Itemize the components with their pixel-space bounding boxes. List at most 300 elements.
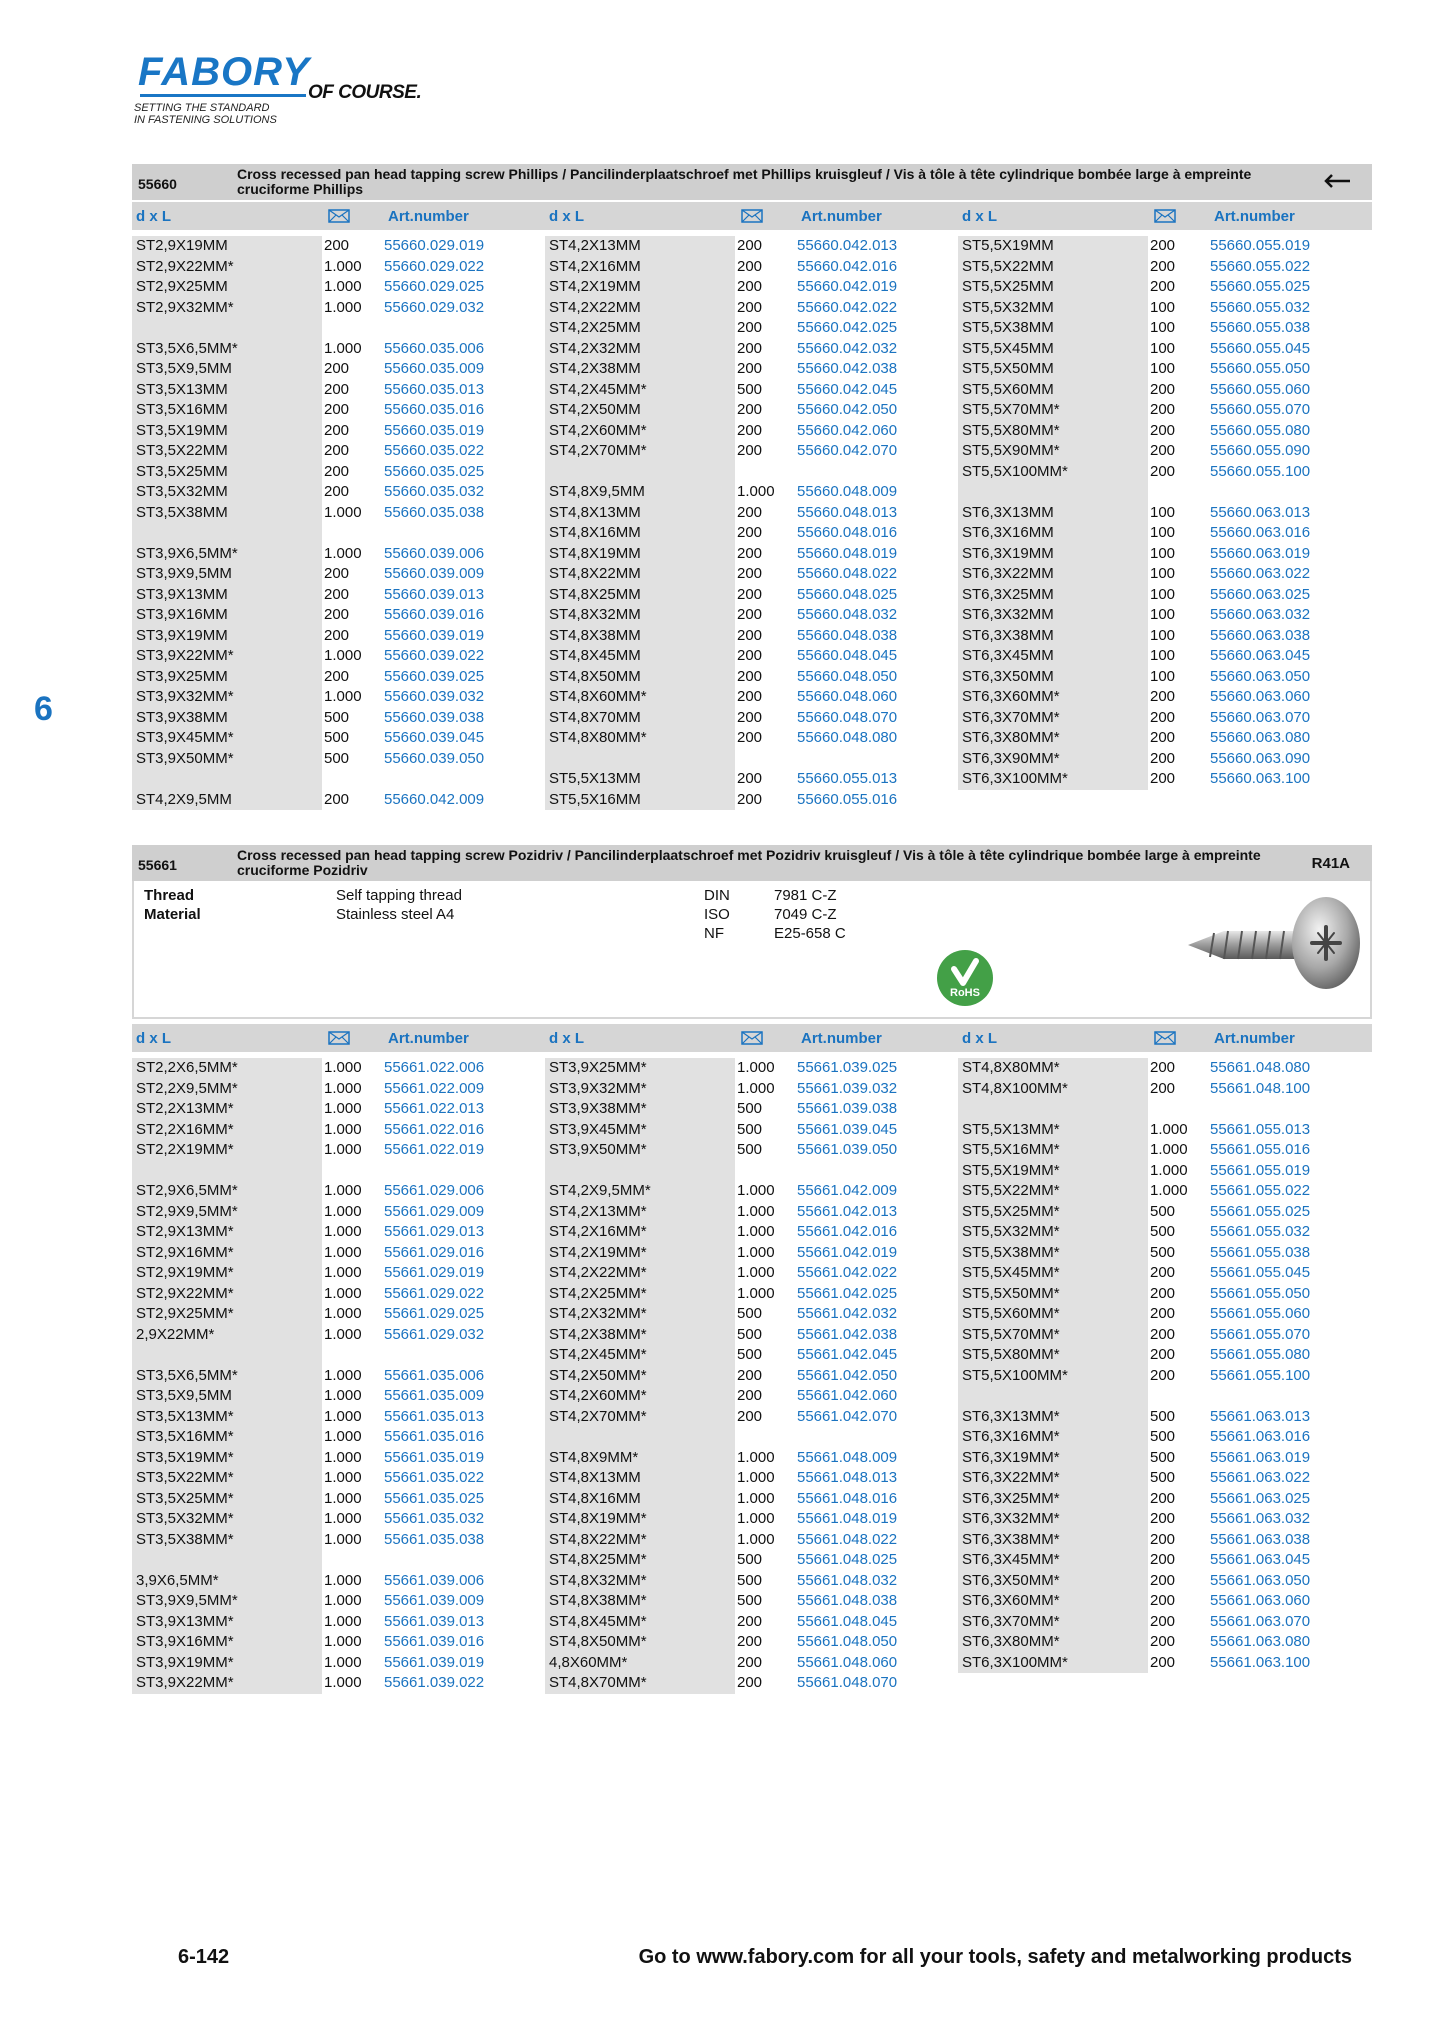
envelope-icon — [741, 1031, 763, 1045]
art-number-link[interactable]: 55661.063.032 — [1210, 1510, 1311, 1527]
size-cell: ST2,9X32MM* — [132, 298, 322, 319]
art-number-link[interactable]: 55661.042.009 — [797, 1182, 898, 1199]
art-number-link[interactable]: 55660.039.032 — [384, 688, 485, 705]
art-number-link[interactable]: 55660.048.009 — [797, 483, 898, 500]
size-cell: ST3,9X32MM* — [545, 1079, 735, 1100]
art-number-link[interactable]: 55661.029.009 — [384, 1202, 485, 1220]
art-number-link[interactable]: 55660.055.016 — [797, 790, 898, 808]
art-number-link[interactable]: 55661.048.019 — [797, 1510, 898, 1527]
art-number-link[interactable]: 55661.048.009 — [797, 1448, 898, 1466]
rohs-badge — [936, 949, 994, 1007]
quantity-cell: 500 — [1150, 1223, 1176, 1240]
art-number-link[interactable]: 55660.048.060 — [797, 688, 898, 705]
art-number-link[interactable]: 55660.055.070 — [1210, 401, 1311, 418]
size-cell: ST3,5X38MM* — [132, 1530, 322, 1551]
art-number-link[interactable]: 55660.039.006 — [384, 544, 485, 562]
art-number-link[interactable]: 55661.035.032 — [384, 1510, 485, 1527]
art-number-link[interactable]: 55660.048.045 — [797, 647, 898, 664]
quantity-cell: 1.000 — [324, 257, 362, 275]
quantity-cell: 200 — [1150, 1325, 1176, 1343]
size-cell: ST6,3X13MM — [958, 503, 1148, 524]
size-cell: ST5,5X90MM* — [958, 441, 1148, 462]
art-number-link[interactable]: 55660.039.045 — [384, 729, 485, 746]
size-cell: ST6,3X16MM — [958, 523, 1148, 544]
art-number-link[interactable]: 55660.039.022 — [384, 647, 485, 664]
art-number-link[interactable]: 55660.055.060 — [1210, 380, 1311, 398]
art-number-link[interactable]: 55661.029.013 — [384, 1223, 485, 1240]
art-number-link[interactable]: 55661.063.025 — [1210, 1489, 1311, 1507]
art-number-link[interactable]: 55660.035.032 — [384, 483, 485, 500]
art-number-link[interactable]: 55660.055.022 — [1210, 257, 1311, 275]
art-number-link[interactable]: 55661.055.050 — [1210, 1284, 1311, 1302]
quantity-cell: 1.000 — [1150, 1161, 1188, 1179]
size-cell: ST4,2X22MM — [545, 298, 735, 319]
art-number-link[interactable]: 55661.048.013 — [797, 1469, 898, 1486]
quantity-cell: 200 — [737, 339, 763, 357]
art-number-link[interactable]: 55661.022.013 — [384, 1100, 485, 1117]
quantity-cell: 200 — [1150, 442, 1176, 459]
art-number-link[interactable]: 55660.055.050 — [1210, 360, 1311, 377]
art-number-link[interactable]: 55661.029.025 — [384, 1305, 485, 1322]
size-cell: ST4,8X25MM — [545, 585, 735, 606]
art-number-link[interactable]: 55661.029.022 — [384, 1284, 485, 1302]
art-number-link[interactable]: 55660.055.090 — [1210, 442, 1311, 459]
art-number-link[interactable]: 55660.055.100 — [1210, 462, 1311, 480]
art-number-link[interactable]: 55660.063.050 — [1210, 667, 1311, 685]
size-cell: ST5,5X25MM* — [958, 1202, 1148, 1223]
art-number-link[interactable]: 55660.039.038 — [384, 708, 485, 726]
quantity-cell: 200 — [324, 360, 350, 377]
art-number-link[interactable]: 55661.063.070 — [1210, 1612, 1311, 1630]
size-cell: ST2,9X19MM — [132, 236, 322, 257]
art-number-link[interactable]: 55660.035.006 — [384, 339, 485, 357]
art-number-link[interactable]: 55661.042.032 — [797, 1305, 898, 1322]
art-number-link[interactable]: 55661.042.070 — [797, 1407, 898, 1425]
quantity-cell: 1.000 — [737, 1530, 775, 1548]
art-number-link[interactable]: 55660.042.019 — [797, 278, 898, 295]
size-cell: ST2,9X9,5MM* — [132, 1202, 322, 1223]
art-number-link[interactable]: 55660.039.013 — [384, 585, 485, 603]
size-cell: ST4,2X50MM — [545, 400, 735, 421]
quantity-cell: 200 — [1150, 462, 1176, 480]
art-number-link[interactable]: 55661.042.038 — [797, 1325, 898, 1343]
art-number-link[interactable]: 55661.048.016 — [797, 1489, 898, 1507]
art-number-link[interactable]: 55661.039.032 — [797, 1079, 898, 1097]
art-number-link[interactable]: 55660.042.009 — [384, 790, 485, 808]
size-cell: ST4,2X70MM* — [545, 1407, 735, 1428]
art-number-link[interactable]: 55660.035.022 — [384, 442, 485, 459]
art-number-link[interactable]: 55661.048.025 — [797, 1551, 898, 1568]
art-number-link[interactable]: 55660.039.050 — [384, 749, 485, 767]
art-number-link[interactable]: 55660.042.045 — [797, 380, 898, 398]
quantity-cell: 1.000 — [324, 1510, 362, 1527]
quantity-cell: 200 — [737, 442, 763, 459]
art-number-link[interactable]: 55660.048.013 — [797, 503, 898, 521]
art-number-link[interactable]: 55660.035.009 — [384, 360, 485, 377]
art-number-link[interactable]: 55660.055.038 — [1210, 319, 1311, 336]
section-code: 55661 — [138, 857, 177, 873]
art-number-link[interactable]: 55661.042.022 — [797, 1264, 898, 1281]
size-cell: ST5,5X16MM* — [958, 1140, 1148, 1161]
size-cell: ST4,2X16MM — [545, 257, 735, 278]
quantity-cell: 200 — [737, 585, 763, 603]
size-cell: ST3,9X9,5MM* — [132, 1591, 322, 1612]
quantity-cell: 200 — [737, 278, 763, 295]
quantity-cell: 200 — [1150, 401, 1176, 418]
art-number-link[interactable]: 55660.042.038 — [797, 360, 898, 377]
size-cell: ST2,2X9,5MM* — [132, 1079, 322, 1100]
section-title: Cross recessed pan head tapping screw Phillips / Pancilinderplaatschroef met Phillips kruisgleuf / Vis à tôle à tête cylindrique bombée large à empreinte cruciforme Phillips — [237, 166, 1252, 197]
size-cell: ST5,5X22MM* — [958, 1181, 1148, 1202]
quantity-cell: 200 — [1150, 1366, 1176, 1384]
size-cell: ST6,3X50MM — [958, 667, 1148, 688]
art-number-link[interactable]: 55660.048.070 — [797, 708, 898, 726]
art-number-link[interactable]: 55661.022.009 — [384, 1079, 485, 1097]
quantity-cell: 200 — [1150, 1305, 1176, 1322]
size-cell: ST3,9X50MM* — [132, 749, 322, 770]
art-number-link[interactable]: 55661.035.038 — [384, 1530, 485, 1548]
quantity-cell: 200 — [737, 606, 763, 623]
size-cell — [545, 462, 735, 483]
quantity-cell: 200 — [737, 524, 763, 541]
art-number-link[interactable]: 55661.039.013 — [384, 1612, 485, 1630]
art-number-link[interactable]: 55661.039.022 — [384, 1674, 485, 1691]
header-art-number: Art.number — [1214, 208, 1295, 225]
size-cell — [132, 769, 322, 790]
art-number-link[interactable]: 55661.055.032 — [1210, 1223, 1311, 1240]
quantity-cell: 200 — [737, 1653, 763, 1671]
art-number-link[interactable]: 55661.039.050 — [797, 1141, 898, 1158]
logo-underline — [140, 94, 306, 97]
art-number-link[interactable]: 55661.048.050 — [797, 1633, 898, 1650]
art-number-link[interactable]: 55660.042.050 — [797, 401, 898, 418]
art-number-link[interactable]: 55661.039.038 — [797, 1100, 898, 1117]
art-number-link[interactable]: 55660.042.016 — [797, 257, 898, 275]
quantity-cell: 200 — [1150, 1633, 1176, 1650]
art-number-link[interactable]: 55660.048.019 — [797, 544, 898, 562]
art-number-link[interactable]: 55661.042.019 — [797, 1243, 898, 1261]
size-cell: ST5,5X32MM* — [958, 1222, 1148, 1243]
art-number-link[interactable]: 55660.063.032 — [1210, 606, 1311, 623]
art-number-link[interactable]: 55661.055.019 — [1210, 1161, 1311, 1179]
art-number-link[interactable]: 55660.063.013 — [1210, 503, 1311, 521]
art-number-link[interactable]: 55661.055.025 — [1210, 1202, 1311, 1220]
art-number-link[interactable]: 55660.039.009 — [384, 565, 485, 582]
art-number-link[interactable]: 55661.035.009 — [384, 1387, 485, 1404]
size-cell: ST4,8X25MM* — [545, 1550, 735, 1571]
size-cell: ST2,9X25MM — [132, 277, 322, 298]
size-cell: ST3,9X19MM* — [132, 1653, 322, 1674]
art-number-link[interactable]: 55660.042.013 — [797, 237, 898, 254]
quantity-cell: 200 — [737, 790, 763, 808]
quantity-cell: 1.000 — [324, 278, 362, 295]
art-number-link[interactable]: 55660.048.080 — [797, 729, 898, 746]
quantity-cell: 1.000 — [737, 1059, 775, 1076]
quantity-cell: 200 — [737, 1633, 763, 1650]
art-number-link[interactable]: 55660.055.032 — [1210, 298, 1311, 316]
size-cell: ST6,3X38MM* — [958, 1530, 1148, 1551]
quantity-cell: 1.000 — [324, 1305, 362, 1322]
art-number-link[interactable]: 55661.063.038 — [1210, 1530, 1311, 1548]
art-number-link[interactable]: 55661.029.032 — [384, 1325, 485, 1343]
envelope-icon — [741, 209, 763, 228]
size-cell — [958, 482, 1148, 503]
quantity-cell: 500 — [737, 1141, 763, 1158]
size-cell: ST4,2X45MM* — [545, 1345, 735, 1366]
art-number-link[interactable]: 55660.055.013 — [797, 770, 898, 787]
art-number-link[interactable]: 55661.048.060 — [797, 1653, 898, 1671]
art-number-link[interactable]: 55660.048.038 — [797, 626, 898, 644]
art-number-link[interactable]: 55660.063.016 — [1210, 524, 1311, 541]
art-number-link[interactable]: 55661.035.025 — [384, 1489, 485, 1507]
quantity-cell: 1.000 — [324, 339, 362, 357]
art-number-link[interactable]: 55660.048.022 — [797, 565, 898, 582]
art-number-link[interactable]: 55660.035.019 — [384, 421, 485, 439]
quantity-cell: 1.000 — [324, 1612, 362, 1630]
art-number-link[interactable]: 55660.042.032 — [797, 339, 898, 357]
art-number-link[interactable]: 55660.039.016 — [384, 606, 485, 623]
art-number-link[interactable]: 55660.029.022 — [384, 257, 485, 275]
standard-name: NF — [704, 925, 724, 942]
art-number-link[interactable]: 55661.048.045 — [797, 1612, 898, 1630]
quantity-cell: 200 — [1150, 237, 1176, 254]
quantity-cell: 200 — [1150, 1346, 1176, 1363]
art-number-link[interactable]: 55660.055.080 — [1210, 421, 1311, 439]
art-number-link[interactable]: 55661.022.006 — [384, 1059, 485, 1076]
art-number-link[interactable]: 55661.029.019 — [384, 1264, 485, 1281]
header-dxl: d x L — [136, 1030, 172, 1047]
art-number-link[interactable]: 55660.048.016 — [797, 524, 898, 541]
size-cell — [132, 1345, 322, 1366]
quantity-cell: 200 — [1150, 380, 1176, 398]
quantity-cell: 200 — [737, 667, 763, 685]
size-cell: ST6,3X70MM* — [958, 1612, 1148, 1633]
size-cell: ST2,2X13MM* — [132, 1099, 322, 1120]
art-number-link[interactable]: 55661.039.006 — [384, 1571, 485, 1589]
size-cell: ST5,5X32MM — [958, 298, 1148, 319]
section-header-55660 — [132, 164, 1372, 200]
art-number-link[interactable]: 55660.063.070 — [1210, 708, 1311, 726]
art-number-link[interactable]: 55661.063.080 — [1210, 1633, 1311, 1650]
art-number-link[interactable]: 55660.042.022 — [797, 298, 898, 316]
art-number-link[interactable]: 55661.055.038 — [1210, 1243, 1311, 1261]
art-number-link[interactable]: 55660.063.080 — [1210, 729, 1311, 746]
quantity-cell: 1.000 — [324, 298, 362, 316]
size-cell: ST5,5X16MM — [545, 790, 735, 811]
quantity-cell: 1.000 — [737, 1510, 775, 1527]
art-number-link[interactable]: 55660.039.025 — [384, 667, 485, 685]
art-number-link[interactable]: 55660.063.100 — [1210, 770, 1311, 787]
size-cell: ST4,2X38MM — [545, 359, 735, 380]
art-number-link[interactable]: 55661.063.045 — [1210, 1551, 1311, 1568]
quantity-cell: 500 — [1150, 1448, 1176, 1466]
art-number-link[interactable]: 55660.042.060 — [797, 421, 898, 439]
art-number-link[interactable]: 55660.035.013 — [384, 380, 485, 398]
quantity-cell: 1.000 — [324, 1387, 362, 1404]
quantity-cell: 200 — [737, 729, 763, 746]
art-number-link[interactable]: 55660.055.019 — [1210, 237, 1311, 254]
art-number-link[interactable]: 55661.063.100 — [1210, 1653, 1311, 1671]
art-number-link[interactable]: 55661.048.080 — [1210, 1059, 1311, 1076]
art-number-link[interactable]: 55661.042.045 — [797, 1346, 898, 1363]
material-value: Stainless steel A4 — [336, 906, 455, 923]
size-cell: ST4,2X22MM* — [545, 1263, 735, 1284]
size-cell: ST2,9X6,5MM* — [132, 1181, 322, 1202]
art-number-link[interactable]: 55661.022.016 — [384, 1120, 485, 1138]
art-number-link[interactable]: 55660.055.025 — [1210, 278, 1311, 295]
art-number-link[interactable]: 55661.055.060 — [1210, 1305, 1311, 1322]
art-number-link[interactable]: 55660.042.025 — [797, 319, 898, 336]
art-number-link[interactable]: 55661.029.006 — [384, 1182, 485, 1199]
quantity-cell: 200 — [1150, 1079, 1176, 1097]
art-number-link[interactable]: 55661.048.038 — [797, 1592, 898, 1609]
size-cell — [132, 1161, 322, 1182]
art-number-link[interactable]: 55660.063.045 — [1210, 647, 1311, 664]
art-number-link[interactable]: 55661.039.016 — [384, 1633, 485, 1650]
size-cell: ST3,5X25MM* — [132, 1489, 322, 1510]
quantity-cell: 1.000 — [324, 1325, 362, 1343]
size-cell: ST3,9X45MM* — [132, 728, 322, 749]
size-cell: ST2,9X22MM* — [132, 257, 322, 278]
size-cell: ST6,3X90MM* — [958, 749, 1148, 770]
size-cell: ST3,9X22MM* — [132, 646, 322, 667]
art-number-link[interactable]: 55661.055.016 — [1210, 1141, 1311, 1158]
art-number-link[interactable]: 55660.063.060 — [1210, 688, 1311, 705]
art-number-link[interactable]: 55661.042.013 — [797, 1202, 898, 1220]
art-number-link[interactable]: 55661.035.019 — [384, 1448, 485, 1466]
quantity-cell: 1.000 — [324, 1264, 362, 1281]
art-number-link[interactable]: 55660.035.038 — [384, 503, 485, 521]
size-cell: ST4,8X50MM* — [545, 1632, 735, 1653]
size-cell: ST5,5X45MM — [958, 339, 1148, 360]
size-cell: ST3,5X32MM — [132, 482, 322, 503]
header-dxl: d x L — [549, 1030, 585, 1047]
art-number-link[interactable]: 55660.048.032 — [797, 606, 898, 623]
quantity-cell: 500 — [1150, 1243, 1176, 1261]
size-cell: ST2,9X16MM* — [132, 1243, 322, 1264]
art-number-link[interactable]: 55661.042.016 — [797, 1223, 898, 1240]
quantity-cell: 200 — [1150, 749, 1176, 767]
size-cell: ST6,3X13MM* — [958, 1407, 1148, 1428]
size-cell: ST4,2X60MM* — [545, 1386, 735, 1407]
chapter-number: 6 — [34, 690, 53, 728]
art-number-link[interactable]: 55661.035.022 — [384, 1469, 485, 1486]
size-cell: ST3,5X38MM — [132, 503, 322, 524]
size-cell: ST4,2X45MM* — [545, 380, 735, 401]
art-number-link[interactable]: 55661.035.016 — [384, 1428, 485, 1445]
art-number-link[interactable]: 55661.055.045 — [1210, 1264, 1311, 1281]
quantity-cell: 1.000 — [324, 1674, 362, 1691]
quantity-cell: 1.000 — [324, 1059, 362, 1076]
logo-tagline-1: SETTING THE STANDARD — [134, 102, 270, 114]
art-number-link[interactable]: 55661.022.019 — [384, 1141, 485, 1158]
art-number-link[interactable]: 55660.029.032 — [384, 298, 485, 316]
size-cell: ST3,5X16MM* — [132, 1427, 322, 1448]
art-number-link[interactable]: 55661.063.019 — [1210, 1448, 1311, 1466]
quantity-cell: 100 — [1150, 606, 1176, 623]
size-cell: ST5,5X45MM* — [958, 1263, 1148, 1284]
art-number-link[interactable]: 55661.063.050 — [1210, 1571, 1311, 1589]
art-number-link[interactable]: 55661.055.100 — [1210, 1366, 1311, 1384]
art-number-link[interactable]: 55661.048.070 — [797, 1674, 898, 1691]
art-number-link[interactable]: 55661.063.013 — [1210, 1407, 1311, 1425]
art-number-link[interactable]: 55661.039.025 — [797, 1059, 898, 1076]
art-number-link[interactable]: 55660.029.019 — [384, 237, 485, 254]
quantity-cell: 1.000 — [324, 1284, 362, 1302]
art-number-link[interactable]: 55660.035.025 — [384, 462, 485, 480]
quantity-cell: 1.000 — [324, 1428, 362, 1445]
quantity-cell: 100 — [1150, 298, 1176, 316]
art-number-link[interactable]: 55660.029.025 — [384, 278, 485, 295]
art-number-link[interactable]: 55660.063.090 — [1210, 749, 1311, 767]
art-number-link[interactable]: 55660.035.016 — [384, 401, 485, 418]
quantity-cell: 200 — [324, 462, 350, 480]
quantity-cell: 100 — [1150, 667, 1176, 685]
size-cell: ST4,2X32MM — [545, 339, 735, 360]
quantity-cell: 100 — [1150, 319, 1176, 336]
art-number-link[interactable]: 55661.035.006 — [384, 1366, 485, 1384]
art-number-link[interactable]: 55661.063.022 — [1210, 1469, 1311, 1486]
arrow-left-icon[interactable] — [1322, 172, 1352, 190]
art-number-link[interactable]: 55660.055.045 — [1210, 339, 1311, 357]
art-number-link[interactable]: 55660.063.022 — [1210, 565, 1311, 582]
art-number-link[interactable]: 55661.055.070 — [1210, 1325, 1311, 1343]
art-number-link[interactable]: 55661.048.022 — [797, 1530, 898, 1548]
art-number-link[interactable]: 55661.063.060 — [1210, 1592, 1311, 1609]
art-number-link[interactable]: 55660.048.025 — [797, 585, 898, 603]
art-number-link[interactable]: 55661.055.022 — [1210, 1182, 1311, 1199]
size-cell: ST2,9X22MM* — [132, 1284, 322, 1305]
quantity-cell: 500 — [737, 1120, 763, 1138]
art-number-link[interactable]: 55661.035.013 — [384, 1407, 485, 1425]
art-number-link[interactable]: 55661.055.013 — [1210, 1120, 1311, 1138]
size-cell — [132, 523, 322, 544]
art-number-link[interactable]: 55661.029.016 — [384, 1243, 485, 1261]
quantity-cell: 1.000 — [324, 503, 362, 521]
footer-text: Go to www.fabory.com for all your tools, safety and metalworking products — [638, 1946, 1352, 1968]
quantity-cell: 500 — [324, 708, 350, 726]
art-number-link[interactable]: 55660.042.070 — [797, 442, 898, 459]
size-cell: ST5,5X19MM — [958, 236, 1148, 257]
art-number-link[interactable]: 55661.039.045 — [797, 1120, 898, 1138]
art-number-link[interactable]: 55660.039.019 — [384, 626, 485, 644]
art-number-link[interactable]: 55661.039.009 — [384, 1592, 485, 1609]
art-number-link[interactable]: 55661.042.060 — [797, 1387, 898, 1404]
art-number-link[interactable]: 55660.063.019 — [1210, 544, 1311, 562]
quantity-cell: 200 — [737, 319, 763, 336]
quantity-cell: 200 — [324, 401, 350, 418]
size-cell: ST5,5X25MM — [958, 277, 1148, 298]
art-number-link[interactable]: 55661.055.080 — [1210, 1346, 1311, 1363]
size-cell: 3,9X6,5MM* — [132, 1571, 322, 1592]
art-number-link[interactable]: 55661.063.016 — [1210, 1428, 1311, 1445]
art-number-link[interactable]: 55660.063.038 — [1210, 626, 1311, 644]
quantity-cell: 500 — [1150, 1469, 1176, 1486]
art-number-link[interactable]: 55660.048.050 — [797, 667, 898, 685]
size-cell: ST3,9X32MM* — [132, 687, 322, 708]
size-cell: ST4,2X9,5MM* — [545, 1181, 735, 1202]
size-cell: ST3,9X6,5MM* — [132, 544, 322, 565]
art-number-link[interactable]: 55661.048.100 — [1210, 1079, 1311, 1097]
art-number-link[interactable]: 55660.063.025 — [1210, 585, 1311, 603]
art-number-link[interactable]: 55661.042.050 — [797, 1366, 898, 1384]
art-number-link[interactable]: 55661.039.019 — [384, 1653, 485, 1671]
art-number-link[interactable]: 55661.042.025 — [797, 1284, 898, 1302]
size-cell: ST3,9X25MM* — [545, 1058, 735, 1079]
quantity-cell: 200 — [1150, 1653, 1176, 1671]
art-number-link[interactable]: 55661.048.032 — [797, 1571, 898, 1589]
quantity-cell: 200 — [737, 1407, 763, 1425]
